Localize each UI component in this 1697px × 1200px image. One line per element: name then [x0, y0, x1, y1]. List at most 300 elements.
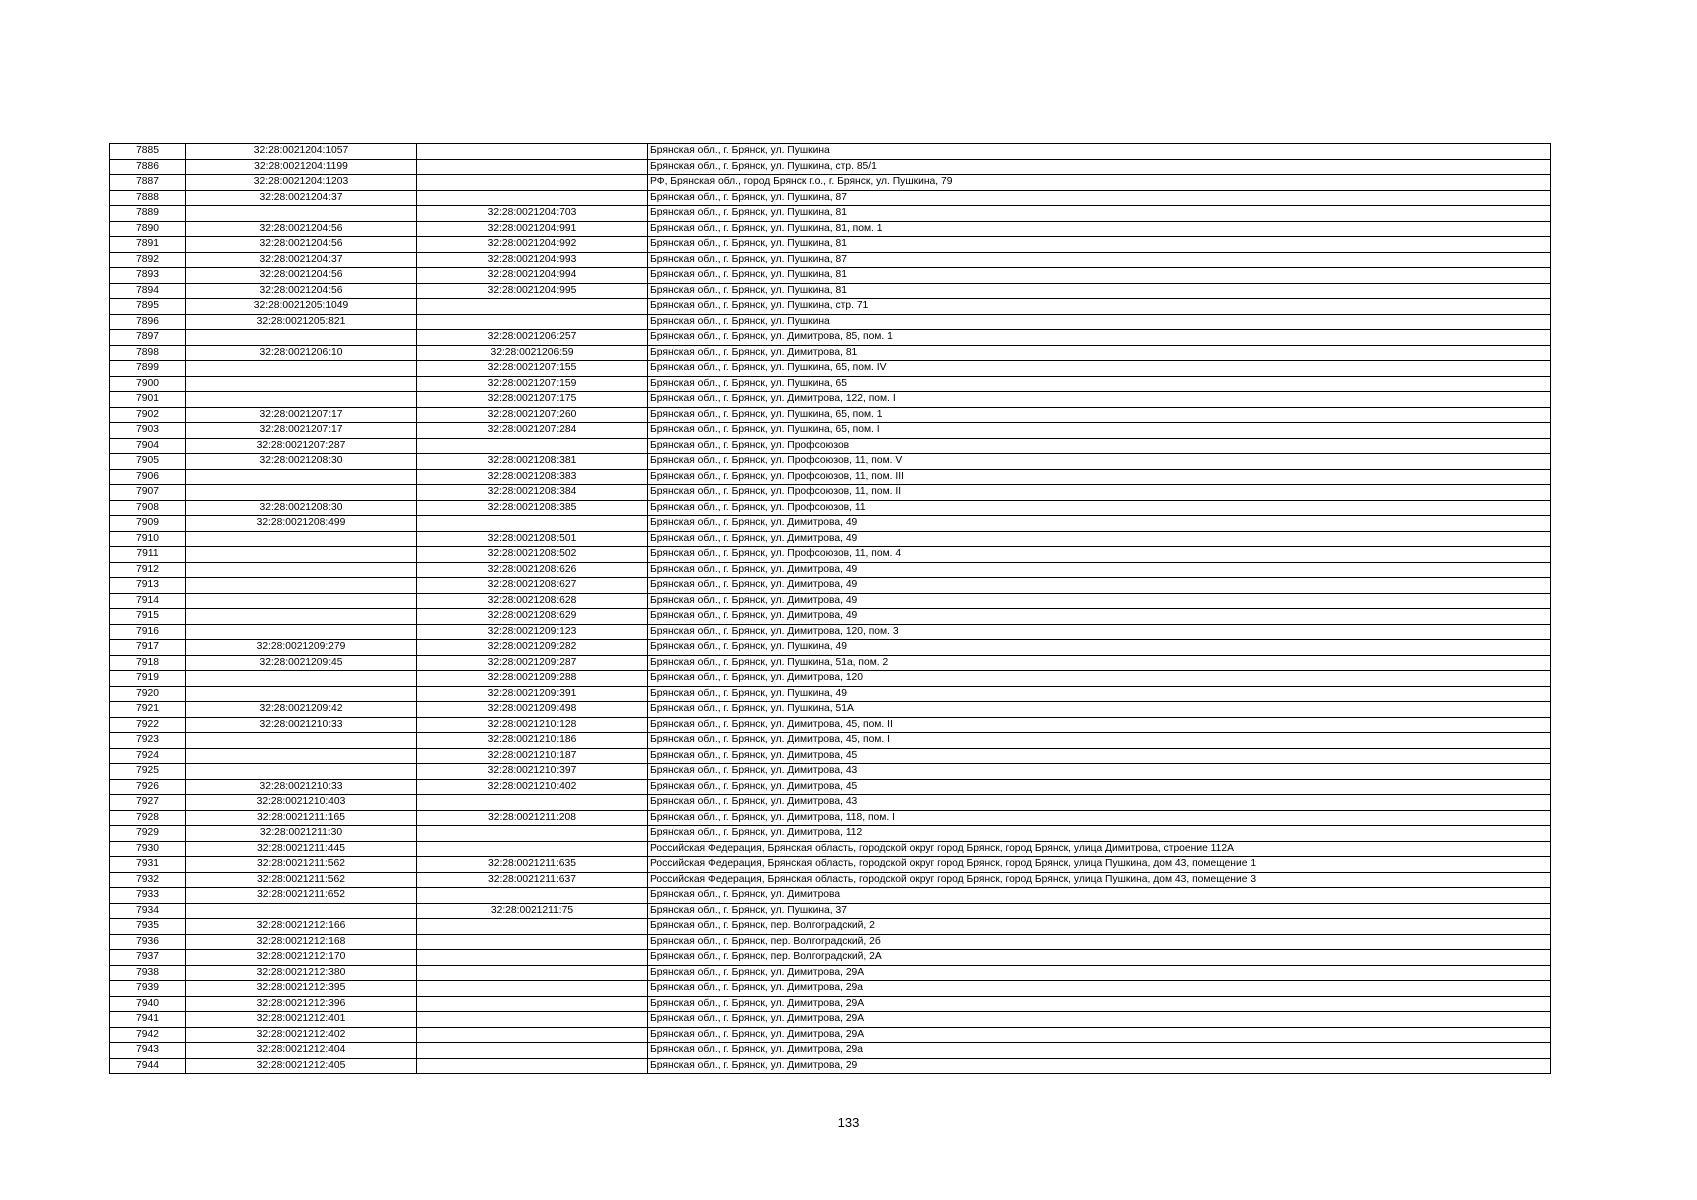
- address-cell: Брянская обл., г. Брянск, ул. Профсоюзов, 11, пом. 4: [648, 547, 1551, 563]
- row-number-cell: 7919: [110, 671, 186, 687]
- linked-cadastral-number-cell: [417, 919, 648, 935]
- row-number-cell: 7928: [110, 810, 186, 826]
- table-row: [110, 1058, 1551, 1074]
- row-number-cell: 7938: [110, 965, 186, 981]
- linked-cadastral-number-cell: 32:28:0021204:703: [417, 206, 648, 222]
- linked-cadastral-number-cell: 32:28:0021204:994: [417, 268, 648, 284]
- row-number-cell: 7914: [110, 593, 186, 609]
- cadastral-number-cell: 32:28:0021208:499: [186, 516, 417, 532]
- linked-cadastral-number-cell: 32:28:0021211:208: [417, 810, 648, 826]
- row-number-cell: 7896: [110, 314, 186, 330]
- address-cell: Брянская обл., г. Брянск, ул. Димитрова, 29а: [648, 1043, 1551, 1059]
- linked-cadastral-number-cell: 32:28:0021206:59: [417, 345, 648, 361]
- linked-cadastral-number-cell: 32:28:0021208:385: [417, 500, 648, 516]
- cadastral-number-cell: 32:28:0021204:37: [186, 190, 417, 206]
- linked-cadastral-number-cell: 32:28:0021204:995: [417, 283, 648, 299]
- linked-cadastral-number-cell: 32:28:0021211:637: [417, 872, 648, 888]
- cadastral-number-cell: 32:28:0021212:168: [186, 934, 417, 950]
- row-number-cell: 7906: [110, 469, 186, 485]
- cadastral-number-cell: 32:28:0021211:445: [186, 841, 417, 857]
- table-row: [110, 810, 1551, 826]
- row-number-cell: 7921: [110, 702, 186, 718]
- address-cell: Российская Федерация, Брянская область, городской округ город Брянск, город Брянск, улица Пушкина, дом 43, помещение 3: [648, 872, 1551, 888]
- cadastral-number-cell: [186, 206, 417, 222]
- cadastral-number-cell: 32:28:0021211:652: [186, 888, 417, 904]
- table-row: [110, 934, 1551, 950]
- table-row: [110, 655, 1551, 671]
- address-cell: Брянская обл., г. Брянск, ул. Пушкина, 37: [648, 903, 1551, 919]
- cadastral-number-cell: [186, 764, 417, 780]
- linked-cadastral-number-cell: 32:28:0021209:288: [417, 671, 648, 687]
- row-number-cell: 7932: [110, 872, 186, 888]
- address-cell: Брянская обл., г. Брянск, ул. Димитрова, 120, пом. 3: [648, 624, 1551, 640]
- address-cell: Брянская обл., г. Брянск, ул. Пушкина: [648, 144, 1551, 160]
- address-cell: Брянская обл., г. Брянск, ул. Димитрова, 29А: [648, 1027, 1551, 1043]
- table-row: [110, 609, 1551, 625]
- row-number-cell: 7944: [110, 1058, 186, 1074]
- row-number-cell: 7920: [110, 686, 186, 702]
- table-row: [110, 345, 1551, 361]
- linked-cadastral-number-cell: 32:28:0021208:381: [417, 454, 648, 470]
- cadastral-number-cell: [186, 624, 417, 640]
- address-cell: Брянская обл., г. Брянск, ул. Димитрова, 43: [648, 764, 1551, 780]
- cadastral-number-cell: 32:28:0021212:166: [186, 919, 417, 935]
- table-row: [110, 438, 1551, 454]
- address-cell: Брянская обл., г. Брянск, ул. Пушкина, 81: [648, 237, 1551, 253]
- cadastral-number-cell: 32:28:0021209:279: [186, 640, 417, 656]
- address-cell: Брянская обл., г. Брянск, ул. Димитрова, 45: [648, 779, 1551, 795]
- row-number-cell: 7908: [110, 500, 186, 516]
- row-number-cell: 7925: [110, 764, 186, 780]
- row-number-cell: 7929: [110, 826, 186, 842]
- row-number-cell: 7910: [110, 531, 186, 547]
- linked-cadastral-number-cell: 32:28:0021210:128: [417, 717, 648, 733]
- address-cell: Брянская обл., г. Брянск, ул. Пушкина, 81: [648, 283, 1551, 299]
- linked-cadastral-number-cell: [417, 841, 648, 857]
- row-number-cell: 7941: [110, 1012, 186, 1028]
- linked-cadastral-number-cell: 32:28:0021208:626: [417, 562, 648, 578]
- address-cell: Брянская обл., г. Брянск, ул. Пушкина, 65, пом. IV: [648, 361, 1551, 377]
- cadastral-number-cell: [186, 903, 417, 919]
- row-number-cell: 7900: [110, 376, 186, 392]
- table-row: [110, 221, 1551, 237]
- table-row: [110, 423, 1551, 439]
- address-cell: Брянская обл., г. Брянск, ул. Пушкина, 87: [648, 190, 1551, 206]
- cadastral-number-cell: 32:28:0021212:380: [186, 965, 417, 981]
- address-cell: Брянская обл., г. Брянск, ул. Пушкина, 65, пом. 1: [648, 407, 1551, 423]
- cadastral-number-cell: [186, 686, 417, 702]
- address-cell: Брянская обл., г. Брянск, ул. Пушкина, 51а, пом. 2: [648, 655, 1551, 671]
- cadastral-number-cell: 32:28:0021210:33: [186, 717, 417, 733]
- address-cell: Брянская обл., г. Брянск, ул. Профсоюзов, 11, пом. III: [648, 469, 1551, 485]
- address-cell: Брянская обл., г. Брянск, ул. Димитрова, 29А: [648, 965, 1551, 981]
- table-row: [110, 252, 1551, 268]
- address-cell: Брянская обл., г. Брянск, ул. Димитрова, 120: [648, 671, 1551, 687]
- row-number-cell: 7891: [110, 237, 186, 253]
- cadastral-number-cell: 32:28:0021208:30: [186, 454, 417, 470]
- linked-cadastral-number-cell: [417, 1043, 648, 1059]
- row-number-cell: 7888: [110, 190, 186, 206]
- table-row: [110, 330, 1551, 346]
- address-cell: Брянская обл., г. Брянск, ул. Профсоюзов: [648, 438, 1551, 454]
- row-number-cell: 7912: [110, 562, 186, 578]
- linked-cadastral-number-cell: 32:28:0021208:627: [417, 578, 648, 594]
- linked-cadastral-number-cell: [417, 996, 648, 1012]
- linked-cadastral-number-cell: 32:28:0021210:402: [417, 779, 648, 795]
- table-row: [110, 686, 1551, 702]
- table-row: [110, 376, 1551, 392]
- linked-cadastral-number-cell: [417, 144, 648, 160]
- cadastral-number-cell: [186, 485, 417, 501]
- linked-cadastral-number-cell: [417, 159, 648, 175]
- row-number-cell: 7886: [110, 159, 186, 175]
- row-number-cell: 7931: [110, 857, 186, 873]
- linked-cadastral-number-cell: [417, 965, 648, 981]
- row-number-cell: 7898: [110, 345, 186, 361]
- table-row: [110, 283, 1551, 299]
- linked-cadastral-number-cell: 32:28:0021211:635: [417, 857, 648, 873]
- row-number-cell: 7887: [110, 175, 186, 191]
- linked-cadastral-number-cell: 32:28:0021210:397: [417, 764, 648, 780]
- cadastral-number-cell: 32:28:0021205:1049: [186, 299, 417, 315]
- row-number-cell: 7930: [110, 841, 186, 857]
- cadastral-number-cell: 32:28:0021206:10: [186, 345, 417, 361]
- table-row: [110, 996, 1551, 1012]
- cadastral-number-cell: 32:28:0021209:45: [186, 655, 417, 671]
- cadastral-number-cell: 32:28:0021212:170: [186, 950, 417, 966]
- table-row: [110, 624, 1551, 640]
- address-cell: Брянская обл., г. Брянск, ул. Профсоюзов, 11, пом. II: [648, 485, 1551, 501]
- table-row: [110, 175, 1551, 191]
- table-row: [110, 268, 1551, 284]
- address-cell: Брянская обл., г. Брянск, ул. Димитрова, 49: [648, 562, 1551, 578]
- row-number-cell: 7918: [110, 655, 186, 671]
- address-cell: Брянская обл., г. Брянск, пер. Волгоградский, 2б: [648, 934, 1551, 950]
- page-number: 133: [837, 1115, 860, 1130]
- cadastral-number-cell: [186, 562, 417, 578]
- linked-cadastral-number-cell: 32:28:0021207:155: [417, 361, 648, 377]
- cadastral-number-cell: 32:28:0021212:402: [186, 1027, 417, 1043]
- linked-cadastral-number-cell: 32:28:0021207:260: [417, 407, 648, 423]
- cadastral-number-cell: 32:28:0021211:562: [186, 872, 417, 888]
- table-row: [110, 159, 1551, 175]
- address-cell: Брянская обл., г. Брянск, ул. Пушкина, 51А: [648, 702, 1551, 718]
- linked-cadastral-number-cell: 32:28:0021209:498: [417, 702, 648, 718]
- table-row: [110, 826, 1551, 842]
- cadastral-number-cell: 32:28:0021208:30: [186, 500, 417, 516]
- table-row: [110, 1043, 1551, 1059]
- linked-cadastral-number-cell: 32:28:0021204:991: [417, 221, 648, 237]
- row-number-cell: 7939: [110, 981, 186, 997]
- table-row: [110, 562, 1551, 578]
- table-row: [110, 469, 1551, 485]
- address-cell: Брянская обл., г. Брянск, ул. Димитрова, 45: [648, 748, 1551, 764]
- linked-cadastral-number-cell: 32:28:0021210:187: [417, 748, 648, 764]
- linked-cadastral-number-cell: 32:28:0021209:123: [417, 624, 648, 640]
- table-row: [110, 733, 1551, 749]
- address-cell: Брянская обл., г. Брянск, ул. Димитрова, 49: [648, 578, 1551, 594]
- cadastral-number-cell: [186, 531, 417, 547]
- cadastral-number-cell: 32:28:0021211:562: [186, 857, 417, 873]
- address-cell: Брянская обл., г. Брянск, ул. Пушкина, 49: [648, 640, 1551, 656]
- address-cell: Брянская обл., г. Брянск, ул. Пушкина, 87: [648, 252, 1551, 268]
- linked-cadastral-number-cell: 32:28:0021207:284: [417, 423, 648, 439]
- table-row: [110, 593, 1551, 609]
- cadastral-number-cell: 32:28:0021212:401: [186, 1012, 417, 1028]
- table-row: [110, 190, 1551, 206]
- address-cell: Брянская обл., г. Брянск, ул. Пушкина: [648, 314, 1551, 330]
- address-cell: Брянская обл., г. Брянск, ул. Димитрова, 49: [648, 593, 1551, 609]
- table-row: [110, 857, 1551, 873]
- linked-cadastral-number-cell: [417, 175, 648, 191]
- linked-cadastral-number-cell: [417, 516, 648, 532]
- registry-table-body: [110, 144, 1551, 1074]
- cadastral-number-cell: [186, 469, 417, 485]
- row-number-cell: 7933: [110, 888, 186, 904]
- table-row: [110, 764, 1551, 780]
- linked-cadastral-number-cell: [417, 1012, 648, 1028]
- cadastral-number-cell: [186, 376, 417, 392]
- cadastral-number-cell: 32:28:0021204:56: [186, 283, 417, 299]
- address-cell: Брянская обл., г. Брянск, ул. Димитрова, 43: [648, 795, 1551, 811]
- row-number-cell: 7897: [110, 330, 186, 346]
- linked-cadastral-number-cell: 32:28:0021209:391: [417, 686, 648, 702]
- linked-cadastral-number-cell: [417, 438, 648, 454]
- row-number-cell: 7936: [110, 934, 186, 950]
- row-number-cell: 7904: [110, 438, 186, 454]
- address-cell: Брянская обл., г. Брянск, ул. Пушкина, 81, пом. 1: [648, 221, 1551, 237]
- row-number-cell: 7902: [110, 407, 186, 423]
- linked-cadastral-number-cell: 32:28:0021206:257: [417, 330, 648, 346]
- cadastral-number-cell: 32:28:0021210:403: [186, 795, 417, 811]
- cadastral-number-cell: 32:28:0021204:1199: [186, 159, 417, 175]
- linked-cadastral-number-cell: 32:28:0021209:282: [417, 640, 648, 656]
- linked-cadastral-number-cell: [417, 299, 648, 315]
- address-cell: Брянская обл., г. Брянск, ул. Димитрова, 49: [648, 531, 1551, 547]
- cadastral-number-cell: 32:28:0021211:165: [186, 810, 417, 826]
- table-row: [110, 640, 1551, 656]
- cadastral-number-cell: 32:28:0021211:30: [186, 826, 417, 842]
- address-cell: Брянская обл., г. Брянск, ул. Димитрова: [648, 888, 1551, 904]
- row-number-cell: 7942: [110, 1027, 186, 1043]
- row-number-cell: 7927: [110, 795, 186, 811]
- linked-cadastral-number-cell: 32:28:0021204:992: [417, 237, 648, 253]
- address-cell: Брянская обл., г. Брянск, ул. Пушкина, 81: [648, 206, 1551, 222]
- cadastral-number-cell: 32:28:0021207:17: [186, 423, 417, 439]
- address-cell: Брянская обл., г. Брянск, ул. Пушкина, 81: [648, 268, 1551, 284]
- address-cell: Брянская обл., г. Брянск, ул. Димитрова, 112: [648, 826, 1551, 842]
- table-row: [110, 671, 1551, 687]
- cadastral-number-cell: 32:28:0021204:56: [186, 237, 417, 253]
- address-cell: Российская Федерация, Брянская область, городской округ город Брянск, город Брянск, улица Димитрова, строение 112А: [648, 841, 1551, 857]
- row-number-cell: 7943: [110, 1043, 186, 1059]
- cadastral-number-cell: 32:28:0021209:42: [186, 702, 417, 718]
- cadastral-number-cell: 32:28:0021212:405: [186, 1058, 417, 1074]
- cadastral-number-cell: 32:28:0021204:56: [186, 221, 417, 237]
- row-number-cell: 7924: [110, 748, 186, 764]
- row-number-cell: 7937: [110, 950, 186, 966]
- row-number-cell: 7935: [110, 919, 186, 935]
- row-number-cell: 7913: [110, 578, 186, 594]
- cadastral-number-cell: [186, 392, 417, 408]
- row-number-cell: 7899: [110, 361, 186, 377]
- table-row: [110, 1012, 1551, 1028]
- address-cell: Брянская обл., г. Брянск, ул. Димитрова, 118, пом. I: [648, 810, 1551, 826]
- address-cell: Брянская обл., г. Брянск, ул. Димитрова, 81: [648, 345, 1551, 361]
- cadastral-number-cell: [186, 733, 417, 749]
- address-cell: Брянская обл., г. Брянск, ул. Пушкина, 49: [648, 686, 1551, 702]
- address-cell: Брянская обл., г. Брянск, ул. Димитрова, 45, пом. I: [648, 733, 1551, 749]
- address-cell: Брянская обл., г. Брянск, пер. Волгоградский, 2: [648, 919, 1551, 935]
- row-number-cell: 7940: [110, 996, 186, 1012]
- cadastral-number-cell: 32:28:0021212:404: [186, 1043, 417, 1059]
- table-row: [110, 454, 1551, 470]
- table-row: [110, 919, 1551, 935]
- table-row: [110, 795, 1551, 811]
- row-number-cell: 7894: [110, 283, 186, 299]
- address-cell: Брянская обл., г. Брянск, ул. Пушкина, стр. 85/1: [648, 159, 1551, 175]
- row-number-cell: 7905: [110, 454, 186, 470]
- row-number-cell: 7911: [110, 547, 186, 563]
- row-number-cell: 7917: [110, 640, 186, 656]
- linked-cadastral-number-cell: 32:28:0021211:75: [417, 903, 648, 919]
- table-row: [110, 779, 1551, 795]
- address-cell: Брянская обл., г. Брянск, ул. Димитрова, 49: [648, 609, 1551, 625]
- cadastral-number-cell: [186, 671, 417, 687]
- cadastral-number-cell: [186, 361, 417, 377]
- table-row: [110, 950, 1551, 966]
- cadastral-number-cell: [186, 593, 417, 609]
- table-row: [110, 314, 1551, 330]
- table-row: [110, 144, 1551, 160]
- table-row: [110, 531, 1551, 547]
- row-number-cell: 7889: [110, 206, 186, 222]
- address-cell: Брянская обл., г. Брянск, ул. Димитрова, 29А: [648, 996, 1551, 1012]
- linked-cadastral-number-cell: [417, 795, 648, 811]
- address-cell: Брянская обл., г. Брянск, ул. Димитрова, 122, пом. I: [648, 392, 1551, 408]
- address-cell: Брянская обл., г. Брянск, ул. Димитрова, 49: [648, 516, 1551, 532]
- address-cell: Брянская обл., г. Брянск, ул. Профсоюзов, 11: [648, 500, 1551, 516]
- address-cell: Брянская обл., г. Брянск, пер. Волгоградский, 2А: [648, 950, 1551, 966]
- address-cell: Брянская обл., г. Брянск, ул. Димитрова, 29А: [648, 1012, 1551, 1028]
- cadastral-number-cell: 32:28:0021204:56: [186, 268, 417, 284]
- row-number-cell: 7909: [110, 516, 186, 532]
- address-cell: Российская Федерация, Брянская область, городской округ город Брянск, город Брянск, улица Пушкина, дом 43, помещение 1: [648, 857, 1551, 873]
- table-row: [110, 206, 1551, 222]
- row-number-cell: 7895: [110, 299, 186, 315]
- table-row: [110, 748, 1551, 764]
- cadastral-number-cell: 32:28:0021204:1203: [186, 175, 417, 191]
- cadastral-number-cell: [186, 578, 417, 594]
- address-cell: РФ, Брянская обл., город Брянск г.о., г. Брянск, ул. Пушкина, 79: [648, 175, 1551, 191]
- registry-table: [109, 143, 1551, 1074]
- row-number-cell: 7934: [110, 903, 186, 919]
- linked-cadastral-number-cell: [417, 934, 648, 950]
- address-cell: Брянская обл., г. Брянск, ул. Пушкина, стр. 71: [648, 299, 1551, 315]
- table-row: [110, 702, 1551, 718]
- linked-cadastral-number-cell: 32:28:0021208:629: [417, 609, 648, 625]
- address-cell: Брянская обл., г. Брянск, ул. Димитрова, 29: [648, 1058, 1551, 1074]
- linked-cadastral-number-cell: 32:28:0021208:501: [417, 531, 648, 547]
- cadastral-number-cell: [186, 547, 417, 563]
- table-row: [110, 547, 1551, 563]
- linked-cadastral-number-cell: 32:28:0021207:159: [417, 376, 648, 392]
- table-row: [110, 578, 1551, 594]
- cadastral-number-cell: 32:28:0021212:395: [186, 981, 417, 997]
- table-row: [110, 407, 1551, 423]
- row-number-cell: 7892: [110, 252, 186, 268]
- cadastral-number-cell: 32:28:0021207:17: [186, 407, 417, 423]
- cadastral-number-cell: 32:28:0021212:396: [186, 996, 417, 1012]
- linked-cadastral-number-cell: [417, 888, 648, 904]
- linked-cadastral-number-cell: 32:28:0021208:383: [417, 469, 648, 485]
- table-row: [110, 299, 1551, 315]
- row-number-cell: 7893: [110, 268, 186, 284]
- table-row: [110, 888, 1551, 904]
- table-row: [110, 872, 1551, 888]
- cadastral-number-cell: 32:28:0021207:287: [186, 438, 417, 454]
- linked-cadastral-number-cell: [417, 314, 648, 330]
- row-number-cell: 7885: [110, 144, 186, 160]
- table-row: [110, 903, 1551, 919]
- linked-cadastral-number-cell: 32:28:0021208:628: [417, 593, 648, 609]
- table-row: [110, 717, 1551, 733]
- table-row: [110, 500, 1551, 516]
- table-row: [110, 485, 1551, 501]
- table-row: [110, 1027, 1551, 1043]
- linked-cadastral-number-cell: [417, 981, 648, 997]
- row-number-cell: 7926: [110, 779, 186, 795]
- row-number-cell: 7903: [110, 423, 186, 439]
- linked-cadastral-number-cell: 32:28:0021208:384: [417, 485, 648, 501]
- row-number-cell: 7916: [110, 624, 186, 640]
- table-row: [110, 841, 1551, 857]
- row-number-cell: 7890: [110, 221, 186, 237]
- cadastral-number-cell: 32:28:0021204:37: [186, 252, 417, 268]
- linked-cadastral-number-cell: [417, 1027, 648, 1043]
- cadastral-number-cell: [186, 748, 417, 764]
- address-cell: Брянская обл., г. Брянск, ул. Профсоюзов, 11, пом. V: [648, 454, 1551, 470]
- address-cell: Брянская обл., г. Брянск, ул. Димитрова, 45, пом. II: [648, 717, 1551, 733]
- linked-cadastral-number-cell: 32:28:0021207:175: [417, 392, 648, 408]
- cadastral-number-cell: 32:28:0021205:821: [186, 314, 417, 330]
- table-row: [110, 965, 1551, 981]
- cadastral-number-cell: 32:28:0021210:33: [186, 779, 417, 795]
- address-cell: Брянская обл., г. Брянск, ул. Димитрова, 85, пом. 1: [648, 330, 1551, 346]
- cadastral-number-cell: [186, 609, 417, 625]
- row-number-cell: 7901: [110, 392, 186, 408]
- address-cell: Брянская обл., г. Брянск, ул. Пушкина, 65, пом. I: [648, 423, 1551, 439]
- linked-cadastral-number-cell: [417, 1058, 648, 1074]
- address-cell: Брянская обл., г. Брянск, ул. Пушкина, 65: [648, 376, 1551, 392]
- linked-cadastral-number-cell: [417, 826, 648, 842]
- table-row: [110, 981, 1551, 997]
- cadastral-number-cell: [186, 330, 417, 346]
- table-row: [110, 237, 1551, 253]
- linked-cadastral-number-cell: [417, 950, 648, 966]
- row-number-cell: 7915: [110, 609, 186, 625]
- row-number-cell: 7907: [110, 485, 186, 501]
- cadastral-number-cell: 32:28:0021204:1057: [186, 144, 417, 160]
- row-number-cell: 7922: [110, 717, 186, 733]
- table-row: [110, 361, 1551, 377]
- linked-cadastral-number-cell: [417, 190, 648, 206]
- row-number-cell: 7923: [110, 733, 186, 749]
- linked-cadastral-number-cell: 32:28:0021209:287: [417, 655, 648, 671]
- linked-cadastral-number-cell: 32:28:0021208:502: [417, 547, 648, 563]
- linked-cadastral-number-cell: 32:28:0021204:993: [417, 252, 648, 268]
- table-row: [110, 392, 1551, 408]
